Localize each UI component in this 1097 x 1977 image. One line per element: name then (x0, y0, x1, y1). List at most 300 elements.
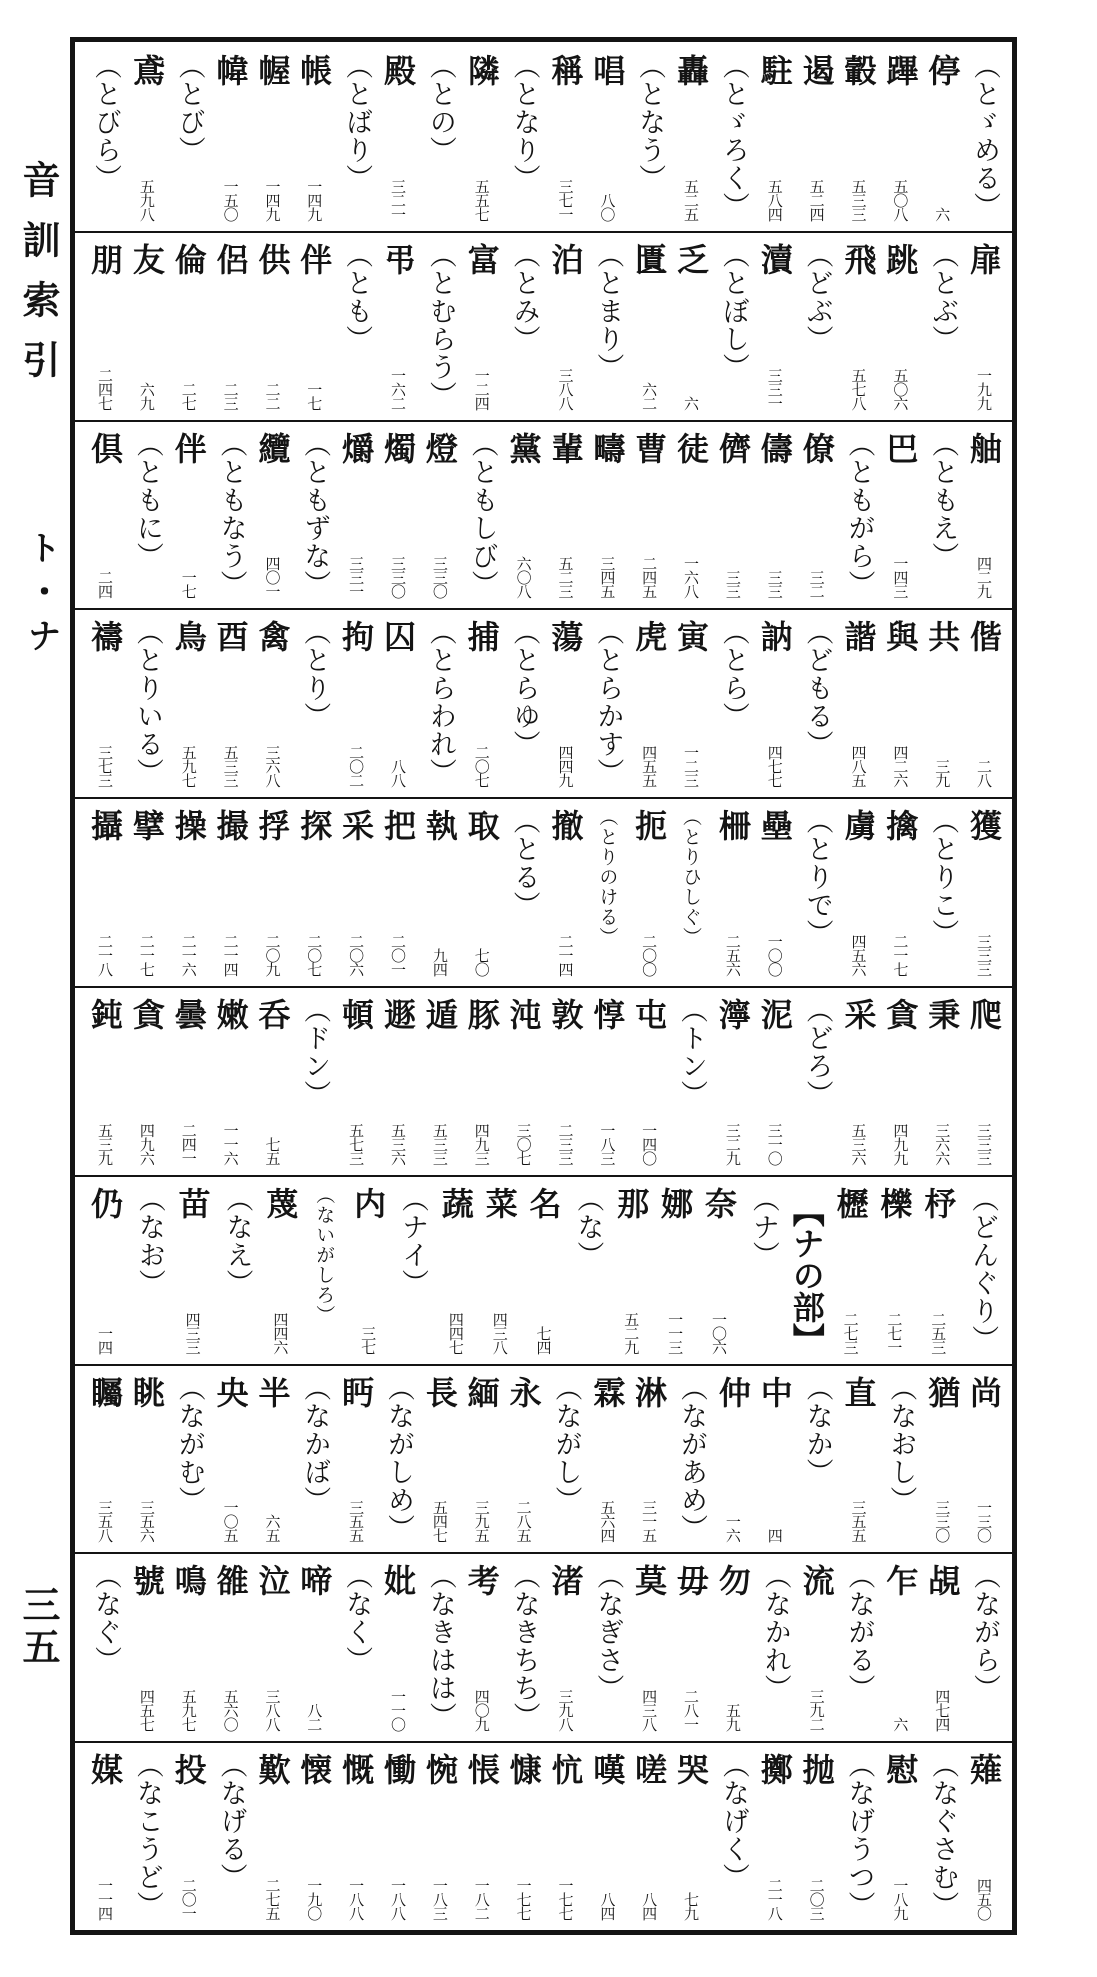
index-entry (250, 986, 292, 1175)
entry-character: 訥 (755, 620, 794, 653)
index-entry (920, 1552, 962, 1741)
entry-character: 哭 (672, 1753, 711, 1786)
entry-page-number: 二七五 (263, 1877, 282, 1920)
entry-character: 呑 (253, 998, 292, 1030)
entry-character: 内 (349, 1186, 388, 1219)
index-entry (250, 1364, 292, 1553)
entry-character: 幃 (211, 54, 250, 86)
entry-character: 取 (462, 809, 501, 842)
index-entry (83, 1175, 127, 1364)
reading-heading (215, 1175, 259, 1364)
entry-page-number: 四九六 (137, 1122, 156, 1165)
entry-page-number: 八八 (389, 759, 408, 788)
entry-page-number: 二〇九 (263, 933, 282, 976)
entry-character: 乏 (672, 242, 711, 275)
reading-label: （とび） (173, 52, 205, 164)
entry-page-number: 四五五 (640, 745, 659, 788)
index-entry (209, 42, 251, 231)
entry-character: 流 (797, 1564, 836, 1597)
reading-label: （となう） (634, 52, 666, 192)
index-entry (171, 1175, 215, 1364)
entry-page-number: 四〇九 (472, 1689, 491, 1732)
entry-page-number: 五〇六 (891, 367, 910, 410)
index-entry (543, 420, 585, 609)
index-entry (795, 420, 837, 609)
reading-label: （とまり） (592, 240, 624, 381)
reading-label: （どもる） (801, 618, 833, 759)
kana-range-label: ト・ナ (21, 530, 61, 662)
entry-character: 屯 (630, 998, 669, 1030)
index-entry (669, 608, 711, 797)
entry-character: 名 (524, 1186, 563, 1219)
entry-character: 嗟 (630, 1753, 669, 1786)
entry-page-number: 四 (765, 1528, 784, 1543)
entry-character: 富 (462, 242, 501, 275)
entry-page-number: 二一七 (891, 933, 910, 976)
entry-character: 苗 (173, 1186, 212, 1219)
entry-character: 惋 (420, 1753, 459, 1786)
entry-page-number: 四〇一 (263, 556, 282, 599)
index-entry (334, 1364, 376, 1553)
entry-character: 妣 (379, 1564, 418, 1597)
index-entry (83, 231, 125, 420)
index-entry (585, 42, 627, 231)
reading-label: （ながら） (969, 1562, 1001, 1703)
index-band (75, 1552, 1012, 1741)
reading-heading (502, 1552, 544, 1741)
entry-character: 蔬 (436, 1186, 475, 1219)
index-entry (209, 986, 251, 1175)
entry-character: 考 (462, 1564, 501, 1597)
entry-page-number: 二一八 (765, 1877, 784, 1920)
reading-heading (292, 1364, 334, 1553)
reading-heading (127, 1175, 171, 1364)
band-divider (75, 1175, 1012, 1177)
reading-heading (502, 231, 544, 420)
entry-page-number: 四三八 (490, 1311, 509, 1354)
index-entry (795, 42, 837, 231)
entry-character: 菜 (480, 1186, 519, 1219)
entry-character: 唱 (588, 54, 627, 86)
index-band (75, 986, 1012, 1175)
index-entry (250, 42, 292, 231)
index-entry (920, 42, 962, 231)
reading-label: （ともずな） (299, 429, 331, 598)
entry-character: 那 (612, 1186, 651, 1219)
entry-page-number: 五九七 (179, 745, 198, 788)
entry-character: 攝 (86, 809, 124, 842)
reading-label: （なかれ） (759, 1562, 791, 1703)
reading-label: （なぐ） (90, 1562, 121, 1675)
index-entry (962, 420, 1004, 609)
entry-page-number: 四四九 (556, 745, 575, 788)
entry-page-number: 二〇七 (305, 933, 324, 976)
entry-page-number: 二七一 (885, 1311, 904, 1354)
entry-page-number: 一一三 (666, 1311, 685, 1354)
entry-character: 渚 (546, 1564, 585, 1597)
index-entry (711, 420, 753, 609)
reading-heading (711, 42, 753, 231)
entry-character: 擒 (881, 809, 920, 842)
entry-page-number: 三一五 (640, 1500, 659, 1543)
entry-page-number: 三五八 (96, 1500, 114, 1543)
reading-label: （ともえ） (927, 429, 959, 570)
entry-character: 勿 (713, 1564, 752, 1597)
entry-character: 稱 (546, 54, 585, 86)
entry-page-number: 三五五 (849, 1500, 868, 1543)
index-entry (627, 1552, 669, 1741)
entry-page-number: 二七三 (841, 1311, 860, 1354)
index-entry (167, 1741, 209, 1930)
reading-label: （なげく） (717, 1751, 749, 1892)
page-number: 三五 (16, 1585, 61, 1669)
index-entry (543, 231, 585, 420)
index-entry (627, 608, 669, 797)
entry-page-number: 一八三 (430, 1877, 449, 1920)
entry-page-number: 二四一 (179, 1122, 198, 1165)
entry-page-number: 一九〇 (305, 1877, 324, 1920)
index-entry (418, 797, 460, 986)
entry-character: 停 (923, 54, 962, 86)
entry-page-number: 一一〇 (389, 1689, 408, 1732)
entry-page-number: 二〇六 (347, 933, 366, 976)
entry-character: 撮 (211, 809, 250, 842)
entry-page-number: 二〇〇 (640, 933, 659, 976)
entry-character: 壘 (755, 809, 794, 842)
index-entry (376, 1741, 418, 1930)
entry-page-number: 一四〇 (640, 1122, 659, 1165)
index-entry (250, 1552, 292, 1741)
entry-character: 慰 (881, 1753, 920, 1786)
band-divider (75, 608, 1012, 610)
index-frame (70, 37, 1017, 1935)
reading-label: （なお） (133, 1184, 165, 1297)
entry-character: 泊 (546, 242, 585, 275)
entry-page-number: 三一〇 (765, 1122, 784, 1165)
entry-page-number: 三三一 (347, 556, 366, 599)
entry-character: 眄 (337, 1375, 376, 1408)
entry-page-number: 八二 (305, 1703, 324, 1732)
entry-page-number: 五六〇 (221, 1689, 240, 1732)
index-entry (376, 986, 418, 1175)
entry-character: 毋 (672, 1564, 711, 1597)
index-entry (460, 1552, 502, 1741)
index-entry (167, 1552, 209, 1741)
entry-page-number: 五九 (723, 1703, 742, 1732)
reading-heading (334, 1552, 376, 1741)
reading-label: （となり） (508, 52, 540, 192)
reading-label: （とびら） (90, 52, 121, 192)
index-entry (878, 797, 920, 986)
entry-page-number: 四七四 (933, 1689, 952, 1732)
entry-character: 慟 (379, 1753, 418, 1786)
entry-page-number: 三七 (359, 1325, 378, 1354)
entry-page-number: 三九二 (807, 1689, 826, 1732)
entry-page-number: 二八五 (514, 1500, 533, 1543)
entry-character: 秉 (923, 998, 962, 1030)
entry-page-number: 四五〇 (975, 1877, 994, 1920)
index-entry (711, 986, 753, 1175)
index-band (75, 608, 1012, 797)
index-entry (627, 1364, 669, 1553)
entry-page-number: 三七三 (96, 745, 114, 788)
entry-page-number: 二〇一 (179, 1877, 198, 1920)
index-entry (334, 986, 376, 1175)
index-entry (83, 608, 125, 797)
index-band (75, 1364, 1012, 1553)
entry-page-number: 四四七 (446, 1311, 465, 1354)
entry-page-number: 九四 (430, 947, 449, 976)
entry-character: 疇 (588, 431, 627, 464)
index-entry (292, 797, 334, 986)
reading-label: （とりひしぐ） (680, 807, 703, 948)
index-entry (920, 986, 962, 1175)
index-entry (125, 42, 167, 231)
reading-label: （な） (572, 1184, 604, 1269)
index-entry (543, 797, 585, 986)
entry-page-number: 五三九 (96, 1122, 114, 1165)
reading-heading (836, 1552, 878, 1741)
index-band (75, 797, 1012, 986)
entry-page-number: 三九 (933, 759, 952, 788)
entry-character: 殿 (379, 54, 418, 86)
entry-character: 鳶 (127, 54, 166, 86)
index-entry (543, 608, 585, 797)
reading-label: （トン） (676, 996, 708, 1108)
index-entry (836, 986, 878, 1175)
entry-character: 遁 (420, 998, 459, 1030)
entry-character: 櫪 (831, 1186, 870, 1219)
index-entry (125, 231, 167, 420)
reading-heading (418, 608, 460, 797)
entry-page-number: 六二 (640, 381, 659, 410)
entry-page-number: 一四九 (305, 178, 324, 221)
reading-heading (565, 1175, 609, 1364)
entry-character: 朋 (86, 242, 124, 275)
index-band (75, 231, 1012, 420)
index-entry (334, 1741, 376, 1930)
index-entry (292, 1552, 334, 1741)
reading-label: （なえ） (221, 1184, 253, 1297)
entry-page-number: 二〇三 (807, 1877, 826, 1920)
entry-character: 慷 (504, 1753, 543, 1786)
entry-character: 把 (379, 809, 418, 842)
reading-heading (543, 1364, 585, 1553)
reading-heading (795, 231, 837, 420)
index-entry (669, 1741, 711, 1930)
index-entry (627, 986, 669, 1175)
entry-character: 猶 (923, 1375, 962, 1408)
entry-page-number: 五三六 (849, 1122, 868, 1165)
index-entry (962, 986, 1004, 1175)
entry-page-number: 七五 (263, 1136, 282, 1165)
index-entry (920, 608, 962, 797)
entry-page-number: 三三〇 (389, 556, 408, 599)
entry-character: 擲 (755, 1753, 794, 1786)
index-entry (292, 42, 334, 231)
entry-character: 扼 (630, 809, 669, 842)
entry-page-number: 五〇八 (891, 178, 910, 221)
reading-heading (741, 1175, 785, 1364)
entry-page-number: 二五三 (929, 1311, 948, 1354)
entry-character: 中 (755, 1375, 794, 1408)
index-entry (83, 1364, 125, 1553)
entry-page-number: 二四五 (640, 556, 659, 599)
entry-page-number: 三五六 (137, 1500, 156, 1543)
reading-heading (920, 1741, 962, 1930)
entry-page-number: 六〇八 (514, 556, 533, 599)
index-entry (502, 420, 544, 609)
entry-page-number: 四三三 (183, 1311, 202, 1354)
entry-page-number: 三六六 (933, 1122, 952, 1165)
entry-character: 投 (169, 1753, 208, 1786)
entry-page-number: 三三 (765, 570, 784, 599)
index-entry (878, 231, 920, 420)
entry-page-number: 一四九 (263, 178, 282, 221)
entry-page-number: 三四五 (598, 556, 617, 599)
entry-page-number: 三三〇 (933, 1500, 952, 1543)
index-entry (376, 1552, 418, 1741)
reading-heading (920, 797, 962, 986)
index-entry (962, 608, 1004, 797)
reading-label: （ともなう） (215, 429, 247, 598)
entry-character: 弔 (379, 242, 418, 275)
index-entry (209, 608, 251, 797)
entry-page-number: 三二一 (389, 178, 408, 221)
index-entry (209, 797, 251, 986)
index-entry (209, 1552, 251, 1741)
index-entry (916, 1175, 960, 1364)
band-divider (75, 1364, 1012, 1366)
entry-page-number: 四三八 (640, 1689, 659, 1732)
entry-page-number: 三二 (807, 570, 826, 599)
entry-page-number: 二〇二 (347, 745, 366, 788)
reading-heading (390, 1175, 434, 1364)
index-entry (962, 797, 1004, 986)
index-entry (125, 986, 167, 1175)
entry-character: 禱 (86, 620, 124, 653)
entry-page-number: 四七七 (765, 745, 784, 788)
entry-page-number: 五九八 (137, 178, 156, 221)
entry-character: 徒 (672, 431, 711, 464)
entry-page-number: 五二四 (807, 178, 826, 221)
index-entry (627, 1741, 669, 1930)
entry-character: 媒 (86, 1753, 124, 1786)
reading-label: （なかば） (299, 1373, 331, 1514)
entry-character: 央 (211, 1375, 250, 1408)
reading-heading (502, 42, 544, 231)
index-entry (543, 986, 585, 1175)
index-entry (83, 420, 125, 609)
entry-character: 抛 (797, 1753, 836, 1786)
entry-page-number: 五三三 (849, 178, 868, 221)
entry-page-number: 一〇五 (221, 1500, 240, 1543)
reading-heading (836, 1741, 878, 1930)
entry-character: 諧 (839, 620, 878, 653)
reading-heading (669, 986, 711, 1175)
entry-page-number: 四二九 (975, 556, 994, 599)
reading-heading (418, 231, 460, 420)
reading-heading (292, 986, 334, 1175)
band-divider (75, 1552, 1012, 1554)
reading-heading (585, 797, 627, 986)
index-entry (292, 1741, 334, 1930)
entry-page-number: 二一八 (96, 933, 114, 976)
entry-character: 伴 (169, 431, 208, 464)
entry-character: 燈 (420, 431, 459, 464)
reading-label: （ナ） (747, 1184, 779, 1269)
entry-character: 眺 (127, 1375, 166, 1408)
entry-page-number: 五二九 (622, 1311, 641, 1354)
entry-page-number: 五三六 (389, 1122, 408, 1165)
entry-character: 采 (839, 998, 878, 1030)
index-entry (669, 231, 711, 420)
entry-page-number: 三三三 (975, 1122, 994, 1165)
reading-heading (627, 42, 669, 231)
index-entry (167, 420, 209, 609)
entry-character: 直 (839, 1375, 878, 1408)
entry-page-number: 一〇〇 (765, 933, 784, 976)
index-entry (250, 231, 292, 420)
reading-heading (125, 1741, 167, 1930)
entry-character: 頓 (337, 998, 376, 1030)
entry-character: 轂 (839, 54, 878, 86)
entry-character: 長 (420, 1375, 459, 1408)
entry-page-number: 一〇六 (709, 1311, 728, 1354)
index-entry (697, 1175, 741, 1364)
index-entry (669, 42, 711, 231)
entry-page-number: 二八一 (682, 1689, 701, 1732)
section-heading (785, 1175, 829, 1364)
entry-character: 儕 (713, 431, 752, 464)
entry-page-number: 三五五 (347, 1500, 366, 1543)
index-entry (502, 1741, 544, 1930)
index-entry (209, 231, 251, 420)
entry-page-number: 一八二 (472, 1877, 491, 1920)
entry-page-number: 一八八 (347, 1877, 366, 1920)
entry-character: 倫 (169, 242, 208, 275)
entry-character: 幄 (253, 54, 292, 86)
index-entry (376, 231, 418, 420)
entry-character: 撤 (546, 809, 585, 842)
reading-label: （なおし） (885, 1373, 917, 1514)
reading-label: （とらゆ） (508, 618, 540, 759)
index-entry (418, 1741, 460, 1930)
index-entry (753, 797, 795, 986)
index-entry (836, 608, 878, 797)
index-entry (753, 420, 795, 609)
index-entry (250, 420, 292, 609)
entry-character: 爬 (965, 998, 1004, 1030)
index-entry (376, 42, 418, 231)
entry-page-number: 三八八 (556, 367, 575, 410)
reading-label: （なげる） (215, 1751, 247, 1892)
index-entry (334, 608, 376, 797)
entry-page-number: 二一四 (221, 933, 240, 976)
entry-character: 蕩 (546, 620, 585, 653)
index-entry (585, 986, 627, 1175)
index-band (75, 1175, 1012, 1364)
entry-character: 覘 (923, 1564, 962, 1597)
index-title: 音訓索引 (16, 160, 61, 400)
index-entry (753, 1364, 795, 1553)
reading-label: （ながしめ） (383, 1373, 415, 1542)
reading-heading (302, 1175, 346, 1364)
entry-page-number: 一五〇 (221, 178, 240, 221)
reading-label: （ともしび） (466, 429, 498, 598)
entry-page-number: 五五七 (472, 178, 491, 221)
entry-page-number: 二〇一 (389, 933, 408, 976)
